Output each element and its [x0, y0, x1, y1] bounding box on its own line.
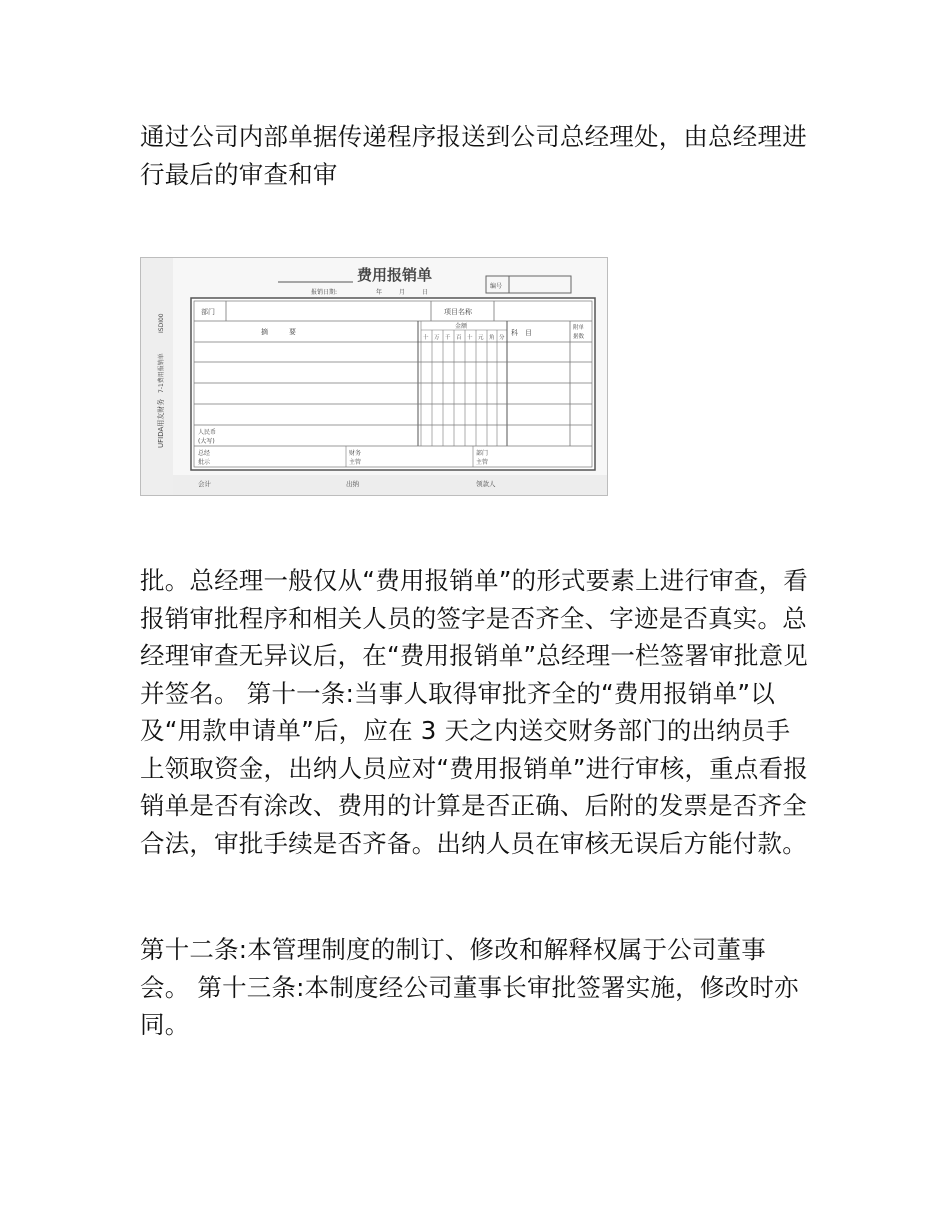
attach-label-2: 据数 — [573, 334, 585, 340]
rmb-label-2: (大写) — [198, 438, 215, 445]
side-strip — [141, 258, 173, 495]
summary-label: 摘 要 — [261, 328, 296, 336]
rmb-label-1: 人民币 — [198, 429, 217, 436]
unit-1: 十 — [423, 335, 429, 341]
form-title: 费用报销单 — [357, 266, 433, 284]
amount-label: 金额 — [455, 323, 468, 330]
cashier-label: 出纳 — [346, 480, 359, 488]
paragraph-articles: 第十二条:本管理制度的制订、修改和解释权属于公司董事会。 第十三条:本制度经公司董事长审批签署实施，修改时亦同。 — [140, 935, 799, 1039]
number-label: 编号 — [490, 283, 503, 290]
subject-label: 科 目 — [511, 329, 532, 337]
date-month: 月 — [399, 289, 406, 296]
unit-3: 千 — [445, 335, 451, 341]
paragraph-approval: 批。总经理一般仅从“费用报销单”的形式要素上进行审查，看报销审批程序和相关人员的签字是否齐全、字迹是否真实。总经理审查无异议后，在“费用报销单”总经理一栏签署审批意见并签名。 第十一条:当事人取得审批齐全的“费用报销单”以及“用款申请单”后，应在 3 天之内送交财务部门的出纳员手上领取资金，出纳人员应对“费用报销单”进行审核，重点看报销单是否有涂改、费用的计算是否正确、后附的发票是否齐全合法，审批手续是否齐备。出纳人员在审核无误后方能付款。 — [140, 566, 808, 858]
dept-label: 部门 — [201, 308, 215, 316]
date-year: 年 — [376, 289, 383, 296]
unit-7: 角 — [489, 335, 495, 341]
expense-form-drawing — [141, 258, 607, 495]
unit-4: 百 — [456, 335, 462, 341]
dept-head-label-2: 主管 — [476, 459, 489, 466]
unit-5: 十 — [467, 335, 473, 341]
side-brand: UFIDA用友财务 — [157, 398, 165, 448]
project-label: 项目名称 — [444, 308, 472, 316]
accounting-label: 会计 — [198, 480, 211, 488]
side-num: ISDI00 — [158, 313, 165, 333]
manager-label-1: 总经 — [198, 450, 211, 457]
side-code: 7-1费用报销单 — [158, 353, 165, 393]
finance-label-2: 主管 — [349, 459, 362, 466]
date-day: 日 — [422, 289, 429, 296]
dept-head-label-1: 部门 — [476, 450, 489, 457]
date-label: 报销日期: — [311, 289, 338, 296]
receiver-label: 领款人 — [476, 480, 496, 488]
paragraph-intro: 通过公司内部单据传递程序报送到公司总经理处，由总经理进行最后的审查和审 — [140, 122, 807, 189]
finance-label-1: 财务 — [349, 450, 362, 457]
footer-strip — [173, 475, 607, 495]
attach-label-1: 附单 — [573, 325, 585, 331]
unit-2: 万 — [434, 335, 440, 341]
manager-label-2: 批示 — [198, 459, 211, 466]
expense-form-image — [140, 257, 608, 496]
unit-6: 元 — [478, 335, 484, 341]
unit-8: 分 — [499, 335, 505, 341]
form-frame — [191, 298, 595, 470]
